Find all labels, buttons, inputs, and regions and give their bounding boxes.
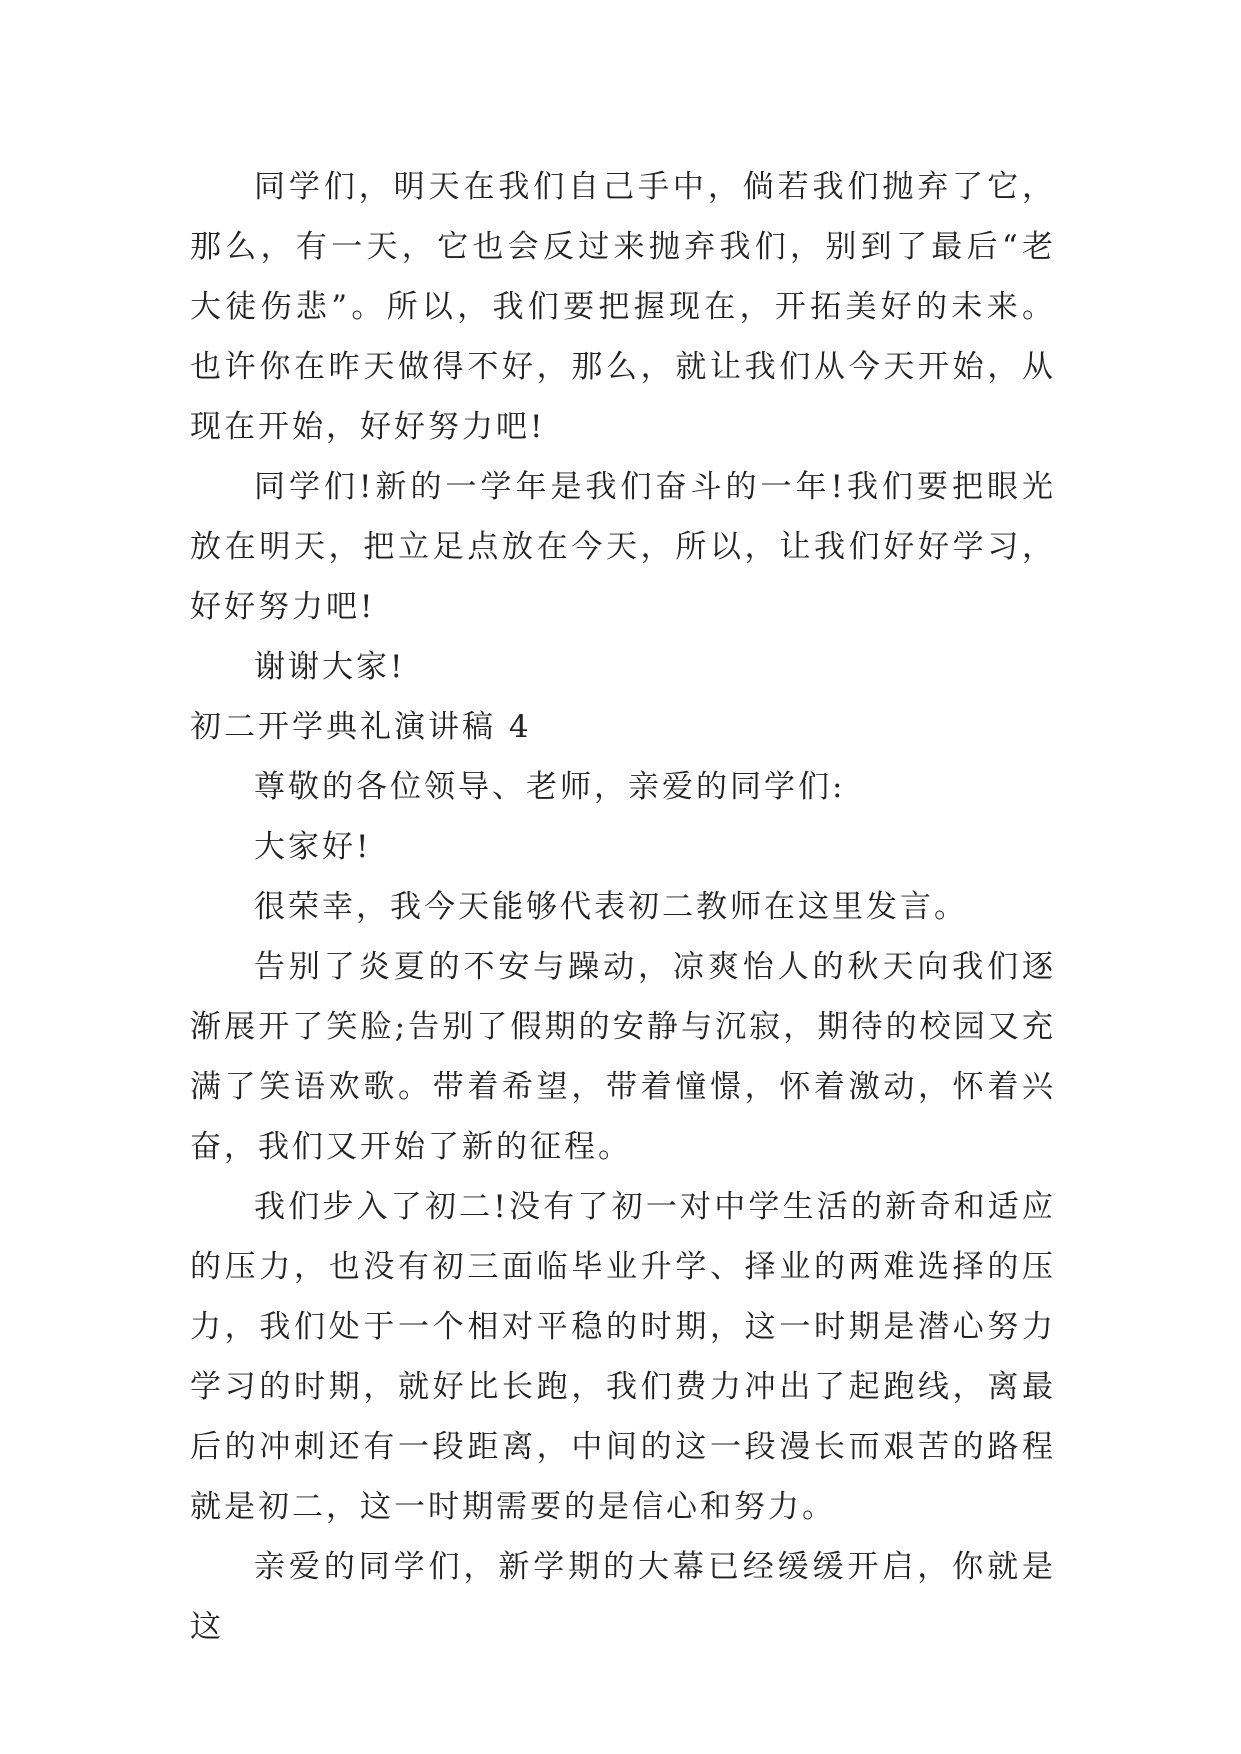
paragraph: 很荣幸，我今天能够代表初二教师在这里发言。 <box>254 889 968 925</box>
paragraph: 谢谢大家! <box>254 649 406 685</box>
paragraph: 亲爱的同学们，新学期的大幕已经缓缓开启，你就是这 <box>190 1549 1056 1645</box>
document-body <box>190 157 1056 1657</box>
paragraph: 同学们，明天在我们自己手中，倘若我们抛弃了它，那么，有一天，它也会反过来抛弃我们，别到了最后“老大徒伤悲”。所以，我们要把握现在，开拓美好的未来。也许你在昨天做得不好，那么，就让我们从今天开始，从现在开始，好好努力吧! <box>190 169 1056 445</box>
paragraph: 尊敬的各位领导、老师，亲爱的同学们: <box>254 769 846 805</box>
paragraph: 我们步入了初二!没有了初一对中学生活的新奇和适应的压力，也没有初三面临毕业升学、择业的两难选择的压力，我们处于一个相对平稳的时期，这一时期是潜心努力学习的时期，就好比长跑，我们费力冲出了起跑线，离最后的冲刺还有一段距离，中间的这一段漫长而艰苦的路程就是初二，这一时期需要的是信心和努力。 <box>190 1189 1056 1525</box>
paragraph: 同学们!新的一学年是我们奋斗的一年!我们要把眼光放在明天，把立足点放在今天，所以，让我们好好学习，好好努力吧! <box>190 469 1056 625</box>
paragraph: 告别了炎夏的不安与躁动，凉爽怡人的秋天向我们逐渐展开了笑脸;告别了假期的安静与沉寂，期待的校园又充满了笑语欢歌。带着希望，带着憧憬，怀着激动，怀着兴奋，我们又开始了新的征程。 <box>190 949 1056 1165</box>
paragraph: 大家好! <box>254 829 372 865</box>
section-heading: 初二开学典礼演讲稿 4 <box>190 709 532 745</box>
